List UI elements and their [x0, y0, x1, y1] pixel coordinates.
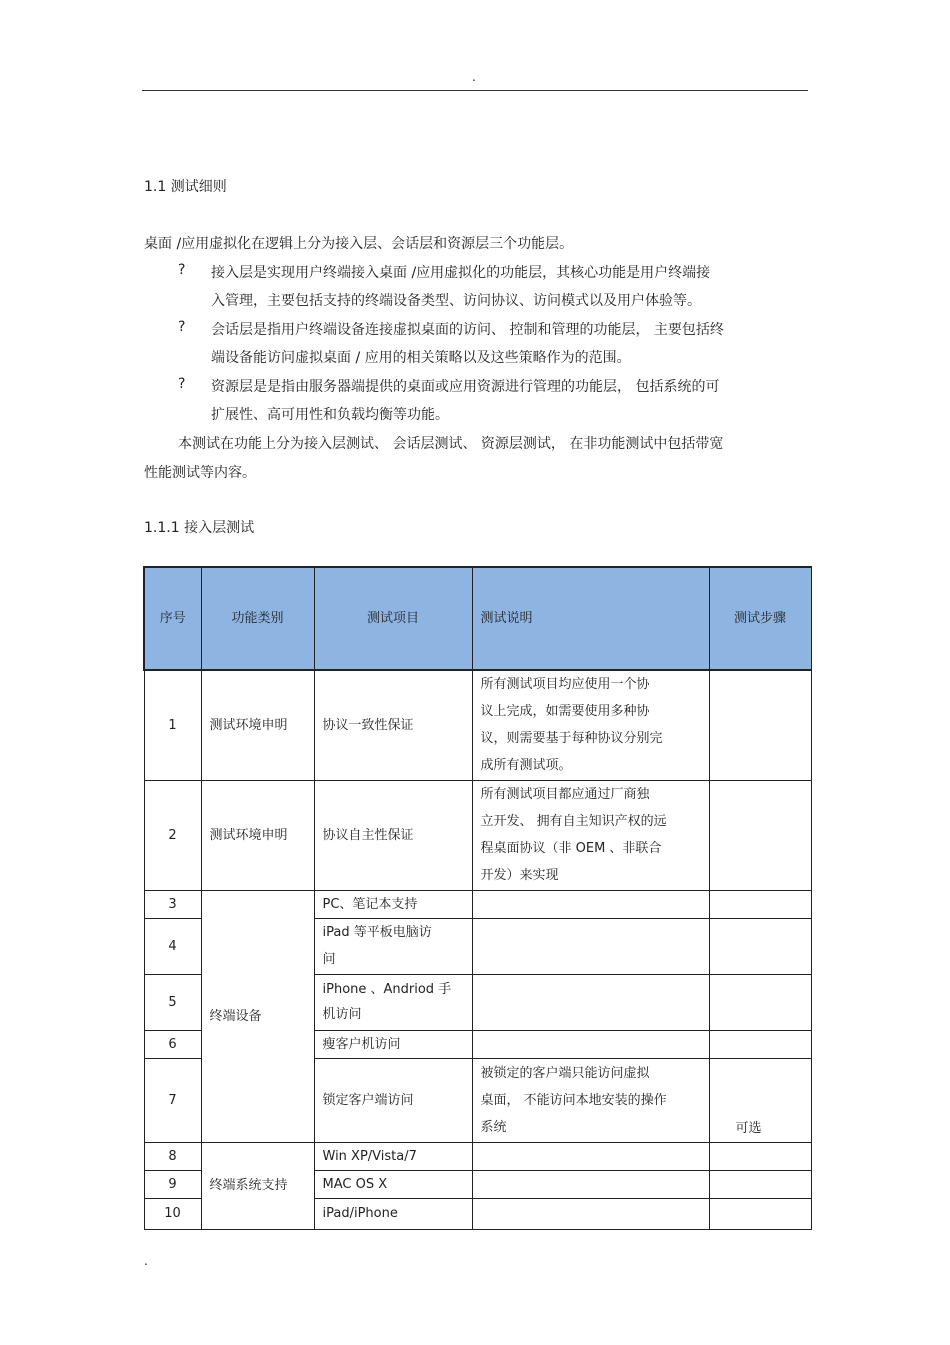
cell-desc: [472, 918, 709, 974]
bullet-mark: ?: [178, 262, 186, 278]
cell-desc: [472, 1058, 709, 1142]
cell-item: 协议自主性保证: [314, 780, 472, 890]
desc-line: 议上完成，如需要使用多种协: [480, 704, 650, 720]
table-header-row: [144, 567, 811, 670]
cell-item: iPhone 、Andriod 手 机访问: [314, 974, 472, 1030]
cell-step: [709, 1198, 811, 1229]
summary-line: 性能测试等内容。: [144, 465, 256, 481]
cell-category: 测试环境申明: [201, 780, 314, 890]
cell-desc: [472, 974, 709, 1030]
cell-no: 4: [144, 918, 201, 974]
cell-desc: [472, 780, 709, 890]
cell-step: [709, 780, 811, 890]
bullet-mark: ?: [178, 319, 186, 335]
bullet-mark: ?: [178, 376, 186, 392]
cell-step: 可选: [709, 1058, 811, 1142]
header-rule: [142, 90, 808, 91]
cell-item: 协议一致性保证: [314, 670, 472, 780]
bullet-line: 入管理，主要包括支持的终端设备类型、访问协议、访问模式以及用户体验等。: [211, 293, 701, 309]
cell-category: 终端系统支持: [201, 1142, 314, 1229]
cell-no: 1: [144, 670, 201, 780]
cell-no: 9: [144, 1170, 201, 1198]
cell-step: [709, 890, 811, 918]
cell-step: [709, 1170, 811, 1198]
desc-line: 成所有测试项。: [480, 758, 572, 774]
cell-desc: [472, 1030, 709, 1058]
header-item: 测试项目: [314, 567, 472, 670]
header-desc: 测试说明: [472, 567, 709, 670]
cell-no: 10: [144, 1198, 201, 1229]
cell-item: 瘦客户机访问: [314, 1030, 472, 1058]
cell-item: 锁定客户端访问: [314, 1058, 472, 1142]
desc-line: 系统: [480, 1119, 507, 1135]
summary-line: 本测试在功能上分为接入层测试、 会话层测试、 资源层测试， 在非功能测试中包括带宽: [178, 436, 724, 452]
cell-step: [709, 918, 811, 974]
cell-item: iPad 等平板电脑访 问: [314, 918, 472, 974]
cell-no: 8: [144, 1142, 201, 1170]
desc-line: 被锁定的客户端只能访问虚拟: [480, 1065, 650, 1081]
cell-no: 6: [144, 1030, 201, 1058]
cell-no: 2: [144, 780, 201, 890]
cell-desc: [472, 1198, 709, 1229]
cell-step: [709, 1142, 811, 1170]
section-intro: 桌面 /应用虚拟化在逻辑上分为接入层、会话层和资源层三个功能层。: [144, 236, 574, 252]
bullet-line: 会话层是指用户终端设备连接虚拟桌面的访问、 控制和管理的功能层， 主要包括终: [211, 322, 724, 338]
cell-desc: [472, 670, 709, 780]
cell-desc: [472, 890, 709, 918]
cell-item: Win XP/Vista/7: [314, 1142, 472, 1170]
header-step: 测试步骤: [709, 567, 811, 670]
bullet-line: 接入层是实现用户终端接入桌面 /应用虚拟化的功能层，其核心功能是用户终端接: [211, 265, 711, 281]
cell-category: 测试环境申明: [201, 670, 314, 780]
desc-line: 程桌面协议（非 OEM 、非联合: [480, 841, 662, 856]
desc-line: 开发）来实现: [480, 868, 559, 883]
desc-line: 议，则需要基于每种协议分别完: [480, 731, 663, 747]
cell-no: 7: [144, 1058, 201, 1142]
subsection-title: 1.1.1 接入层测试: [144, 520, 255, 536]
cell-step: [709, 670, 811, 780]
bullet-line: 扩展性、高可用性和负载均衡等功能。: [211, 407, 449, 423]
table-row: [144, 670, 811, 780]
section-title: 1.1 测试细则: [144, 179, 227, 195]
cell-no: 5: [144, 974, 201, 1030]
footer-mark: .: [144, 1254, 148, 1268]
test-table: [143, 566, 812, 1230]
header-mark: .: [472, 70, 476, 84]
table-row: [144, 780, 811, 890]
desc-line: 桌面， 不能访问本地安装的操作: [480, 1092, 667, 1108]
header-category: 功能类别: [201, 567, 314, 670]
bullet-line: 资源层是是指由服务器端提供的桌面或应用资源进行管理的功能层， 包括系统的可: [211, 379, 720, 395]
desc-line: 立开发、 拥有自主知识产权的远: [480, 814, 667, 829]
cell-step: [709, 974, 811, 1030]
table-row: [144, 1142, 811, 1170]
desc-line: 所有测试项目均应使用一个协: [480, 677, 650, 693]
cell-item: MAC OS X: [314, 1170, 472, 1198]
cell-item: PC、笔记本支持: [314, 890, 472, 918]
cell-desc: [472, 1170, 709, 1198]
desc-line: 所有测试项目都应通过厂商独: [480, 787, 650, 802]
cell-category: 终端设备: [201, 890, 314, 1142]
bullet-line: 端设备能访问虚拟桌面 / 应用的相关策略以及这些策略作为的范围。: [211, 350, 631, 366]
cell-step: [709, 1030, 811, 1058]
cell-desc: [472, 1142, 709, 1170]
cell-no: 3: [144, 890, 201, 918]
header-no: 序号: [144, 567, 201, 670]
cell-item: iPad/iPhone: [314, 1198, 472, 1229]
table-row: [144, 890, 811, 918]
